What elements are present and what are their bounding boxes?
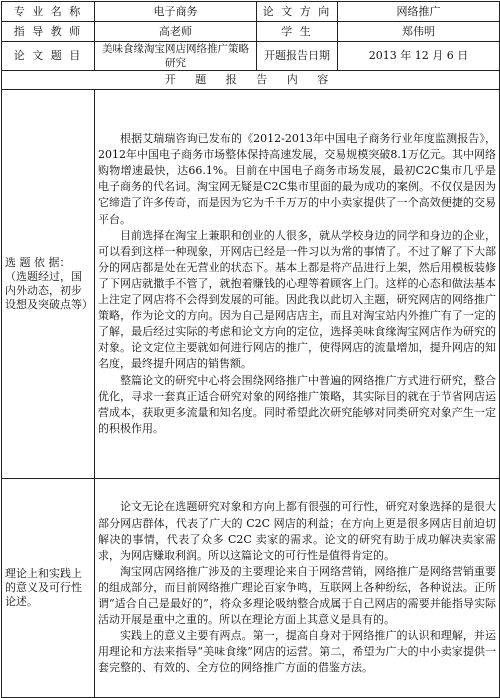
student-label: 学 生 xyxy=(257,22,338,42)
advisor-value: 高老师 xyxy=(95,22,257,42)
basis-label-cell xyxy=(2,90,95,479)
significance-paragraph: 论文无论在选题研究对象和方向上都有很强的可行性，研究对象选择的是很大部分网店群体，代表了广大的 C2C 网店的利益；在方向上更是很多网店目前迫切解决的事情，代表了众多 C2C 卖家的需求。论文的研究有助于成功解决卖家需求，为网店赚取利润。所以这篇论文的可行性是值得肯定的。 xyxy=(98,500,496,562)
date-label: 开题报告日期 xyxy=(257,42,338,71)
major-label: 专 业 名 称 xyxy=(2,2,95,22)
basis-label: 选 题 依 据： xyxy=(5,256,71,269)
direction-label: 论 文 方 向 xyxy=(257,2,338,22)
significance-label: 理论上和实践上的意义及可行性论述。 xyxy=(5,567,82,608)
advisor-label: 指 导 教 师 xyxy=(2,22,95,42)
basis-paragraph: 根据艾瑞瑞咨询已发布的《2012-2013年中国电子商务行业年度监测报告》，2012年中国电子商务市场整体保持高速发展，交易规模突破8.1万亿元。其中网络购物增速最快，达66.1%。目前在中国电子商务市场发展，最初C2C集市几乎是电子商务的代名词。淘宝网无疑是C2C集市里面的最为成功的案例。不仅仅是因为它缔造了许多传奇，而是因为它为千千万万的中小卖家提供了一个高效便捷的交易平台。 xyxy=(98,132,496,226)
basis-paragraph: 整篇论文的研究中心将会围绕网络推广中普遍的网络推广方式进行研究，整合优化，寻求一套真正适合研究对象的网络推广策略，其实际目的就在于节省网店运营成本，获取更多流量和知名度。同时希望此次研究能够对同类研究对象产生一定的积极作用。 xyxy=(98,373,496,435)
significance-label-cell xyxy=(2,479,95,698)
significance-content xyxy=(95,479,500,698)
proposal-form-table xyxy=(1,1,500,698)
topic-label: 论 文 题 目 xyxy=(2,42,95,71)
direction-value: 网络推广 xyxy=(338,2,500,22)
topic-value: 美味食缘淘宝网店网络推广策略研究 xyxy=(95,42,257,71)
date-value: 2013 年 12 月 6 日 xyxy=(338,42,500,71)
basis-sublabel: （选题经过，国内外动态，初步设想及突破点等） xyxy=(5,270,93,311)
student-value: 郑伟明 xyxy=(338,22,500,42)
significance-paragraph: 淘宝网店网络推广涉及的主要理论来自于网络营销，网络推广是网络营销重要的组成部分，而目前网络推广理论百家争鸣，互联网上各种纷纭，各种说法。正所谓“适合自己是最好的”，将众多理论吸纳整合成属于自己网店的需要并能指导实际活动开展是重中之重的。所以在理论方面上其意义是具有的。 xyxy=(98,564,496,627)
major-value: 电子商务 xyxy=(95,2,257,22)
basis-paragraph: 目前选择在淘宝上兼职和创业的人很多，就从学校身边的同学和身边的企业，可以看到这样一种现象，开网店已经是一件习以为常的事情了。不过了解了下大部分的网店都是处在无营业的状态下。基本上都是将产品进行上架，然后用模板装修了下网店就撒手不管了，就抱着赚钱的心理等着顾客上门。这样的心态和做法基本上注定了网店将不会得到发展的可能。因此我以此切入主题，研究网店的网络推广策略，作为论文的方向。因为自己是网店店主，而且对淘宝站内外推广有了一定的了解，最后经过实际的考虑和论文方向的定位，选择美味食缘淘宝网店作为研究的对象。论文定位主要就如何进行网店的推广，使得网店的流量增加，提升网店的知名度，最终提升网店的销售额。 xyxy=(98,228,496,371)
section-title: 开 题 报 告 内 容 xyxy=(2,71,500,90)
basis-content xyxy=(95,90,500,479)
significance-paragraph: 实践上的意义主要有两点。第一，提高自身对于网络推广的认识和理解，并运用理论和方法来指导“美味食缘”网店的运营。第二，希望为广大的中小卖家提供一套完整的、有效的、全方位的网络推广方面的借鉴方法。 xyxy=(98,629,496,675)
